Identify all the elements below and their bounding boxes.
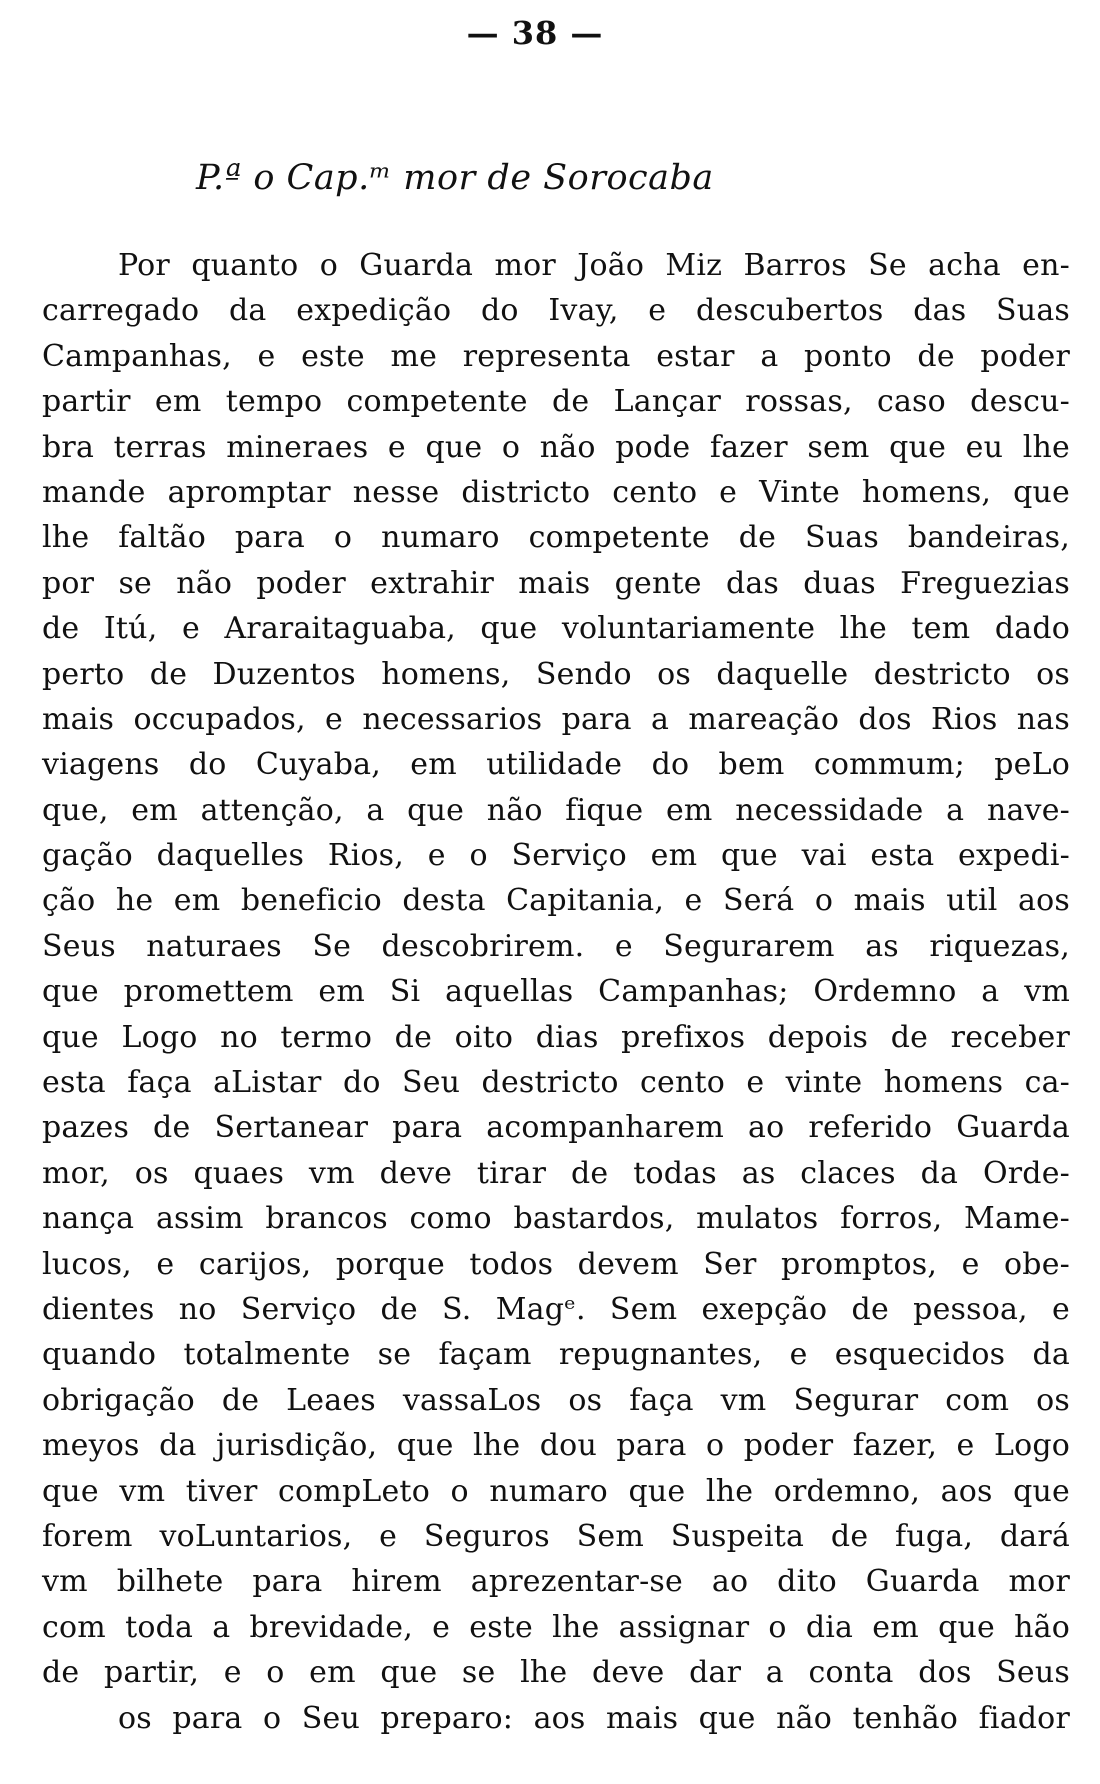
letter-heading: P.ª o Cap.ᵐ mor de Sorocaba — [196, 158, 714, 198]
text-line: mor, os quaes vm deve tirar de todas as claces da Orde- — [42, 1155, 1070, 1191]
text-line: pazes de Sertanear para acompanharem ao referido Guarda — [42, 1110, 1070, 1146]
text-line: Por quanto o Guarda mor João Miz Barros Se acha en- — [118, 248, 1070, 283]
text-line: os para o Seu preparo: aos mais que não tenhão fiador — [118, 1700, 1070, 1736]
text-line: de Itú, e Araraitaguaba, que voluntariamente lhe tem dado — [42, 611, 1070, 647]
text-line: que vm tiver compLeto o numaro que lhe ordemno, aos que — [42, 1473, 1070, 1509]
text-line: lhe faltão para o numaro competente de Suas bandeiras, — [42, 520, 1070, 556]
text-line: vm bilhete para hirem aprezentar-se ao dito Guarda mor — [42, 1564, 1070, 1600]
text-line: esta faça aListar do Seu destricto cento e vinte homens ca- — [42, 1065, 1070, 1101]
text-line: nança assim brancos como bastardos, mulatos forros, Mame- — [42, 1201, 1070, 1237]
text-line: quando totalmente se façam repugnantes, e esquecidos da — [42, 1337, 1070, 1373]
letter-body — [42, 243, 1070, 1741]
text-line: carregado da expedição do Ivay, e descubertos das Suas — [42, 293, 1070, 329]
text-line: perto de Duzentos homens, Sendo os daquelle destricto os — [42, 656, 1070, 692]
text-line: obrigação de Leaes vassaLos os faça vm Segurar com os — [42, 1382, 1070, 1418]
text-line: Campanhas, e este me representa estar a ponto de poder — [42, 338, 1070, 374]
text-line: meyos da jurisdição, que lhe dou para o poder fazer, e Logo — [42, 1428, 1070, 1464]
text-line: dientes no Serviço de S. Magᵉ. Sem exepção de pessoa, e — [42, 1291, 1070, 1327]
text-line: partir em tempo competente de Lançar rossas, caso descu- — [42, 384, 1070, 420]
page-number: — 38 — — [466, 14, 604, 52]
text-line: bra terras mineraes e que o não pode fazer sem que eu lhe — [42, 429, 1070, 465]
text-line: com toda a brevidade, e este lhe assignar o dia em que hão — [42, 1609, 1070, 1645]
text-line: que Logo no termo de oito dias prefixos depois de receber — [42, 1019, 1070, 1055]
text-line: ção he em beneficio desta Capitania, e Será o mais util aos — [42, 883, 1070, 919]
text-line: forem voLuntarios, e Seguros Sem Suspeita de fuga, dará — [42, 1518, 1070, 1554]
text-line: mais occupados, e necessarios para a mareação dos Rios nas — [42, 701, 1070, 737]
text-line: que promettem em Si aquellas Campanhas; Ordemno a vm — [42, 974, 1070, 1010]
text-line: gação daquelles Rios, e o Serviço em que vai esta expedi- — [42, 838, 1070, 874]
text-line: por se não poder extrahir mais gente das duas Freguezias — [42, 565, 1070, 601]
text-line: que, em attenção, a que não fique em necessidade a nave- — [42, 792, 1070, 828]
text-line: de partir, e o em que se lhe deve dar a conta dos Seus — [42, 1655, 1070, 1691]
text-line: mande apromptar nesse districto cento e Vinte homens, que — [42, 474, 1070, 510]
text-line: lucos, e carijos, porque todos devem Ser promptos, e obe- — [42, 1246, 1070, 1282]
text-line: Seus naturaes Se descobrirem. e Segurarem as riquezas, — [42, 928, 1070, 964]
text-line: viagens do Cuyaba, em utilidade do bem commum; peLo — [42, 747, 1070, 783]
